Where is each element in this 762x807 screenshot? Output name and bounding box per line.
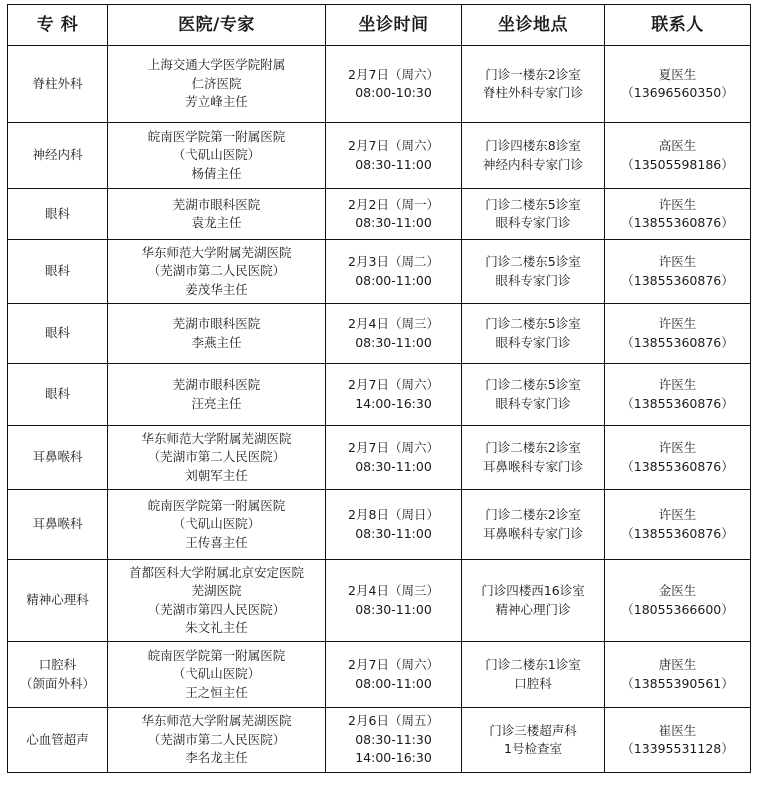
- clinic-location-line: 门诊二楼东2诊室: [485, 440, 581, 455]
- department-cell: [8, 189, 108, 240]
- clinic-time-line: 08:30-11:00: [355, 334, 432, 350]
- contact-name: 许医生: [658, 196, 697, 212]
- hospital-expert-line: 芜湖市眼科医院: [172, 196, 261, 212]
- clinic-location-line: 门诊四楼东8诊室: [485, 138, 581, 153]
- clinic-location-line: 耳鼻喉科专家门诊: [482, 525, 583, 541]
- hospital-expert-line: 刘朝军主任: [185, 467, 248, 483]
- department-cell: [8, 708, 108, 773]
- hospital-expert-line: 皖南医学院第一附属医院: [147, 128, 286, 144]
- hospital-expert-line: （芜湖市第四人民医院）: [147, 601, 286, 617]
- hospital-expert-line: 上海交通大学医学院附属: [147, 57, 286, 73]
- clinic-location-cell: [462, 123, 605, 189]
- clinic-location-line: 眼科专家门诊: [495, 272, 571, 288]
- hospital-expert-line: 杨倩主任: [191, 165, 242, 181]
- clinic-location-line: 耳鼻喉科专家门诊: [482, 458, 583, 474]
- contact-name: 许医生: [658, 377, 697, 392]
- clinic-location-line: 神经内科专家门诊: [482, 156, 583, 172]
- contact-phone: （13855360876）: [621, 272, 734, 288]
- header-row: [8, 5, 751, 46]
- clinic-location-line: 1号检查室: [504, 741, 562, 756]
- hospital-expert-line: 李名龙主任: [185, 750, 248, 766]
- clinic-time-cell: [326, 364, 462, 426]
- table-row: [8, 426, 751, 490]
- hospital-expert-cell: [108, 46, 326, 123]
- hospital-expert-line: （弋矶山医院）: [172, 147, 261, 163]
- clinic-location-cell: [462, 189, 605, 240]
- clinic-location-line: 眼科专家门诊: [495, 334, 571, 350]
- clinic-time-cell: [326, 240, 462, 304]
- clinic-location-cell: [462, 560, 605, 642]
- hospital-expert-line: （芜湖市第二人民医院）: [147, 731, 286, 747]
- table-row: [8, 123, 751, 189]
- table-body: [8, 46, 751, 773]
- department-line: 口腔科: [38, 657, 77, 672]
- clinic-time-cell: [326, 560, 462, 642]
- header-clinic-time: 坐诊时间: [326, 5, 462, 46]
- hospital-expert-line: 芳立峰主任: [185, 94, 248, 110]
- hospital-expert-line: 皖南医学院第一附属医院: [147, 497, 286, 513]
- department-line: 神经内科: [32, 147, 83, 163]
- clinic-location-cell: [462, 240, 605, 304]
- contact-name: 高医生: [658, 138, 697, 153]
- table-row: [8, 490, 751, 560]
- hospital-expert-cell: [108, 304, 326, 364]
- clinic-location-line: 口腔科: [514, 675, 552, 691]
- contact-phone: （18055366600）: [621, 601, 734, 617]
- clinic-time-line: 2月7日（周六）: [348, 440, 439, 455]
- department-cell: [8, 240, 108, 304]
- clinic-time-line: 2月4日（周三）: [348, 316, 439, 331]
- department-line: （颌面外科）: [19, 675, 95, 691]
- clinic-time-line: 2月7日（周六）: [348, 657, 439, 672]
- department-cell: [8, 642, 108, 708]
- contact-phone: （13855390561）: [621, 675, 734, 691]
- hospital-expert-line: 芜湖市眼科医院: [172, 377, 261, 392]
- department-line: 心血管超声: [26, 731, 89, 747]
- department-cell: [8, 560, 108, 642]
- hospital-expert-line: 芜湖医院: [191, 583, 242, 598]
- contact-name: 许医生: [658, 254, 697, 269]
- clinic-location-line: 门诊二楼东5诊室: [485, 377, 581, 392]
- department-line: 耳鼻喉科: [32, 516, 83, 532]
- contact-phone: （13855360876）: [621, 458, 734, 474]
- clinic-time-line: 2月7日（周六）: [348, 138, 439, 153]
- clinic-time-line: 2月7日（周六）: [348, 66, 439, 82]
- clinic-time-line: 08:30-11:00: [355, 458, 432, 474]
- clinic-time-cell: [326, 426, 462, 490]
- clinic-time-line: 08:00-10:30: [355, 85, 432, 100]
- header-clinic-location: 坐诊地点: [462, 5, 605, 46]
- clinic-time-line: 2月4日（周三）: [348, 583, 439, 598]
- clinic-location-line: 门诊二楼东2诊室: [485, 507, 581, 522]
- clinic-time-line: 2月2日（周一）: [348, 196, 439, 212]
- contact-cell: [605, 304, 751, 364]
- clinic-time-cell: [326, 490, 462, 560]
- hospital-expert-line: 华东师范大学附属芜湖医院: [141, 244, 292, 260]
- department-line: 眼科: [44, 263, 70, 279]
- hospital-expert-line: 皖南医学院第一附属医院: [147, 647, 286, 663]
- contact-cell: [605, 426, 751, 490]
- clinic-time-cell: [326, 123, 462, 189]
- expert-clinic-schedule-table: [7, 4, 751, 773]
- clinic-location-line: 门诊二楼东5诊室: [485, 316, 581, 331]
- hospital-expert-cell: [108, 708, 326, 773]
- department-line: 耳鼻喉科: [32, 449, 83, 465]
- table-row: [8, 189, 751, 240]
- clinic-location-line: 精神心理门诊: [495, 601, 571, 617]
- contact-cell: [605, 642, 751, 708]
- clinic-time-cell: [326, 46, 462, 123]
- clinic-time-line: 2月6日（周五）: [348, 713, 439, 729]
- contact-name: 夏医生: [658, 66, 697, 82]
- clinic-location-line: 门诊二楼东5诊室: [485, 254, 581, 269]
- clinic-location-cell: [462, 642, 605, 708]
- department-line: 眼科: [44, 325, 70, 341]
- contact-phone: （13696560350）: [621, 85, 734, 100]
- contact-phone: （13855360876）: [621, 334, 734, 350]
- department-cell: [8, 46, 108, 123]
- hospital-expert-line: （芜湖市第二人民医院）: [147, 449, 286, 465]
- hospital-expert-cell: [108, 189, 326, 240]
- clinic-time-line: 2月7日（周六）: [348, 377, 439, 392]
- department-cell: [8, 364, 108, 426]
- department-cell: [8, 490, 108, 560]
- clinic-time-line: 2月8日（周日）: [348, 507, 439, 522]
- hospital-expert-line: 华东师范大学附属芜湖医院: [141, 713, 292, 729]
- clinic-time-line: 08:30-11:00: [355, 156, 432, 172]
- clinic-time-line: 08:30-11:30: [355, 731, 432, 747]
- hospital-expert-cell: [108, 490, 326, 560]
- department-line: 眼科: [44, 205, 70, 221]
- hospital-expert-line: 华东师范大学附属芜湖医院: [141, 430, 292, 446]
- table-row: [8, 364, 751, 426]
- clinic-location-cell: [462, 46, 605, 123]
- contact-cell: [605, 189, 751, 240]
- clinic-time-line: 08:30-11:00: [355, 215, 432, 230]
- clinic-location-cell: [462, 426, 605, 490]
- clinic-location-line: 脊柱外科专家门诊: [482, 85, 583, 100]
- hospital-expert-line: （弋矶山医院）: [172, 516, 261, 532]
- contact-cell: [605, 364, 751, 426]
- clinic-location-line: 眼科专家门诊: [495, 215, 571, 230]
- hospital-expert-line: 首都医科大学附属北京安定医院: [128, 564, 304, 580]
- hospital-expert-line: 朱文礼主任: [185, 620, 248, 635]
- hospital-expert-line: 汪亮主任: [191, 395, 242, 411]
- clinic-time-cell: [326, 642, 462, 708]
- contact-phone: （13855360876）: [621, 395, 734, 411]
- clinic-time-line: 08:30-11:00: [355, 525, 432, 541]
- hospital-expert-line: （芜湖市第二人民医院）: [147, 263, 286, 279]
- department-line: 眼科: [44, 386, 70, 402]
- table-row: [8, 560, 751, 642]
- clinic-location-line: 门诊二楼东1诊室: [485, 657, 581, 672]
- clinic-location-line: 门诊二楼东5诊室: [485, 196, 581, 212]
- hospital-expert-cell: [108, 560, 326, 642]
- clinic-location-cell: [462, 364, 605, 426]
- hospital-expert-line: 姜茂华主任: [185, 281, 248, 297]
- department-cell: [8, 304, 108, 364]
- contact-phone: （13505598186）: [621, 156, 734, 172]
- table-row: [8, 642, 751, 708]
- clinic-location-line: 眼科专家门诊: [495, 395, 571, 411]
- hospital-expert-cell: [108, 123, 326, 189]
- clinic-time-line: 08:30-11:00: [355, 601, 432, 617]
- hospital-expert-cell: [108, 426, 326, 490]
- clinic-time-line: 08:00-11:00: [355, 675, 432, 691]
- contact-name: 许医生: [658, 440, 697, 455]
- clinic-time-line: 14:00-16:30: [355, 395, 432, 411]
- contact-name: 许医生: [658, 316, 697, 331]
- contact-name: 崔医生: [658, 722, 697, 738]
- department-cell: [8, 123, 108, 189]
- hospital-expert-line: （弋矶山医院）: [172, 666, 261, 682]
- department-cell: [8, 426, 108, 490]
- hospital-expert-line: 袁龙主任: [191, 215, 242, 230]
- contact-name: 许医生: [658, 507, 697, 522]
- clinic-time-line: 14:00-16:30: [355, 750, 432, 766]
- table-row: [8, 708, 751, 773]
- contact-phone: （13855360876）: [621, 215, 734, 230]
- hospital-expert-line: 芜湖市眼科医院: [172, 316, 261, 331]
- hospital-expert-cell: [108, 240, 326, 304]
- clinic-location-line: 门诊四楼西16诊室: [481, 583, 585, 598]
- contact-phone: （13855360876）: [621, 525, 734, 541]
- hospital-expert-line: 仁济医院: [191, 75, 242, 91]
- hospital-expert-cell: [108, 642, 326, 708]
- header-department: 专 科: [8, 5, 108, 46]
- header-hospital-expert: 医院/专家: [108, 5, 326, 46]
- clinic-time-line: 08:00-11:00: [355, 272, 432, 288]
- clinic-location-cell: [462, 708, 605, 773]
- contact-cell: [605, 490, 751, 560]
- clinic-time-cell: [326, 189, 462, 240]
- table-row: [8, 240, 751, 304]
- clinic-location-cell: [462, 304, 605, 364]
- header-contact: 联系人: [605, 5, 751, 46]
- hospital-expert-line: 王传喜主任: [185, 534, 248, 550]
- department-line: 精神心理科: [26, 592, 89, 608]
- contact-cell: [605, 240, 751, 304]
- contact-cell: [605, 560, 751, 642]
- clinic-time-cell: [326, 708, 462, 773]
- contact-cell: [605, 123, 751, 189]
- clinic-time-cell: [326, 304, 462, 364]
- clinic-location-cell: [462, 490, 605, 560]
- table-row: [8, 46, 751, 123]
- contact-cell: [605, 46, 751, 123]
- table-row: [8, 304, 751, 364]
- hospital-expert-line: 李燕主任: [191, 334, 242, 350]
- contact-phone: （13395531128）: [621, 741, 734, 756]
- clinic-time-line: 2月3日（周二）: [348, 254, 439, 269]
- clinic-location-line: 门诊一楼东2诊室: [485, 66, 581, 82]
- clinic-location-line: 门诊三楼超声科: [489, 722, 577, 738]
- contact-cell: [605, 708, 751, 773]
- department-line: 脊柱外科: [32, 75, 83, 91]
- contact-name: 唐医生: [658, 657, 697, 672]
- contact-name: 金医生: [658, 583, 697, 598]
- hospital-expert-line: 王之恒主任: [185, 684, 248, 700]
- hospital-expert-cell: [108, 364, 326, 426]
